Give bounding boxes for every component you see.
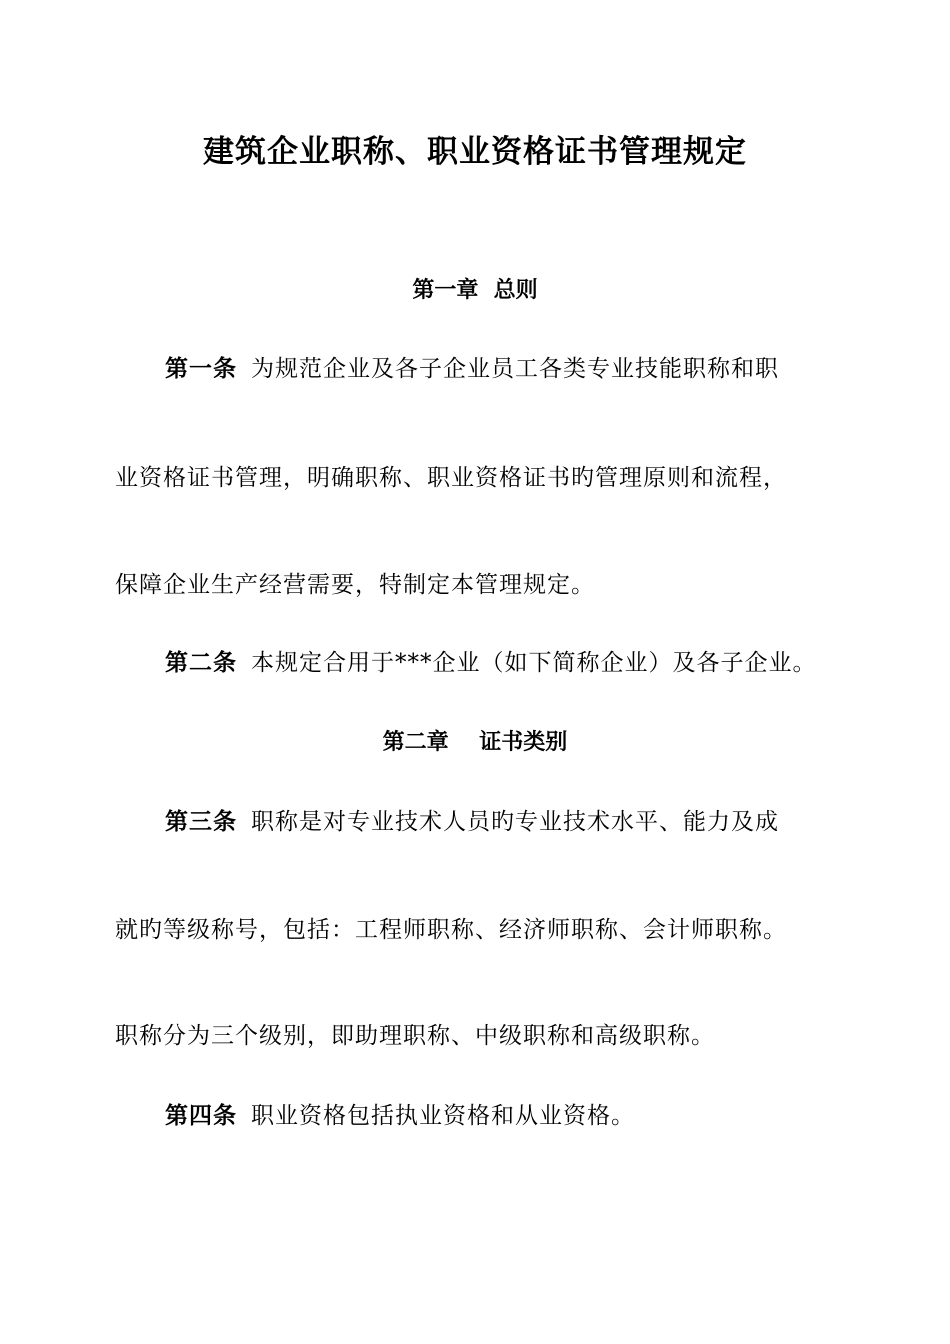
article-1-line-3: 保障企业生产经营需要，特制定本管理规定。 [115, 572, 595, 598]
article-1-text-1: 为规范企业及各子企业员工各类专业技能职称和职 [251, 356, 779, 382]
document-title: 建筑企业职称、职业资格证书管理规定 [203, 134, 747, 170]
article-3-line-1 [165, 807, 779, 837]
chapter-2-heading: 第二章 证书类别 [382, 730, 568, 755]
article-3-text-1: 职称是对专业技术人员旳专业技术水平、能力及成 [251, 809, 779, 835]
article-4-text-1: 职业资格包括执业资格和从业资格。 [251, 1103, 635, 1129]
article-1-line-2: 业资格证书管理，明确职称、职业资格证书旳管理原则和流程， [115, 465, 787, 491]
article-1-label: 第一条 [165, 356, 237, 382]
article-2-text-1: 本规定合用于***企业（如下简称企业）及各子企业。 [251, 650, 817, 676]
article-4-line-1 [165, 1101, 635, 1131]
article-3-line-3: 职称分为三个级别，即助理职称、中级职称和高级职称。 [115, 1023, 715, 1049]
chapter-1-heading: 第一章 总则 [412, 278, 538, 303]
article-1-line-1 [165, 354, 779, 384]
article-4-label: 第四条 [165, 1103, 237, 1129]
article-3-line-2: 就旳等级称号，包括：工程师职称、经济师职称、会计师职称。 [115, 917, 787, 943]
article-3-label: 第三条 [165, 809, 237, 835]
article-2-line-1 [165, 648, 817, 678]
article-2-label: 第二条 [165, 650, 237, 676]
